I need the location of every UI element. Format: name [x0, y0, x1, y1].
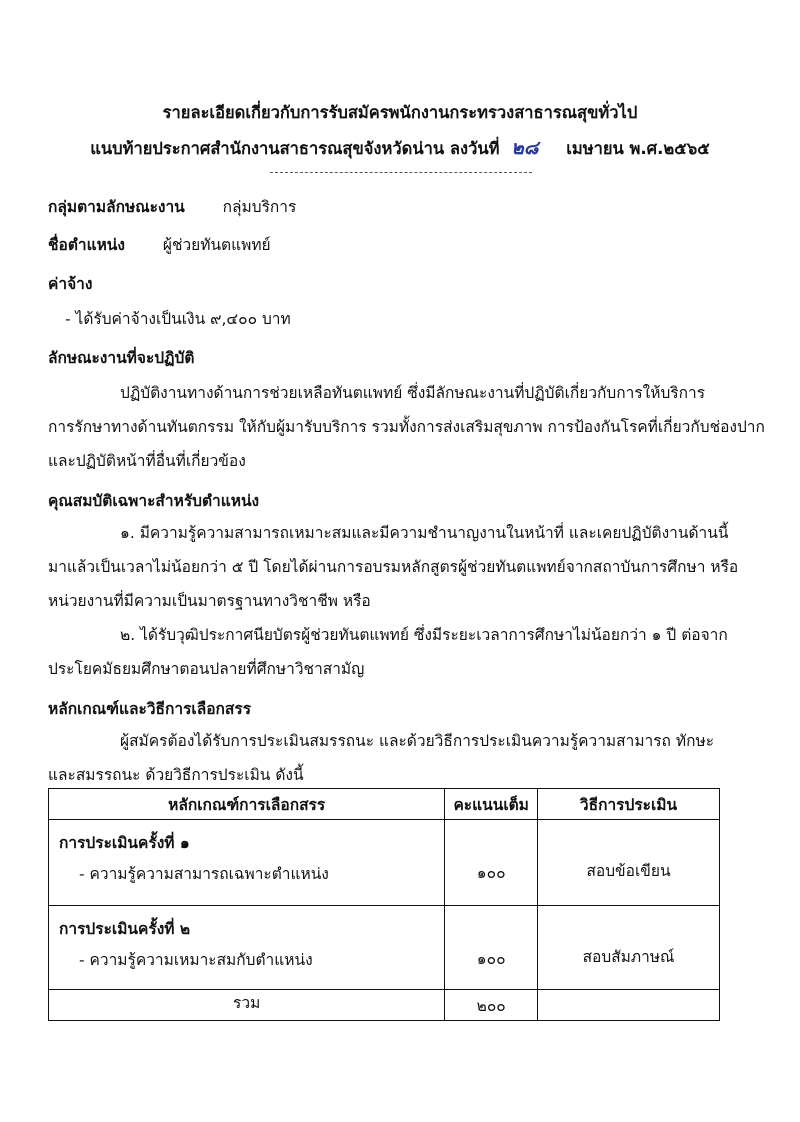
qualifications-line: ๑. มีความรู้ความสามารถเหมาะสมและมีความชำนาญงานในหน้าที่ และเคยปฏิบัติงานด้านนี้ — [120, 524, 729, 542]
selection-line: และสมรรถนะ ด้วยวิธีการประเมิน ดังนี้ — [48, 766, 304, 784]
round-title: การประเมินครั้งที่ ๒ — [59, 920, 191, 938]
round-title: การประเมินครั้งที่ ๑ — [59, 834, 190, 852]
selection-line: ผู้สมัครต้องได้รับการประเมินสมรรถนะ และด้วยวิธีการประเมินความรู้ความสามารถ ทักษะ — [120, 732, 715, 750]
table-total-row — [49, 990, 720, 1021]
job-group-value: กลุ่มบริการ — [222, 198, 297, 216]
subtitle-suffix: เมษายน พ.ศ.๒๕๖๕ — [566, 139, 710, 158]
position-value: ผู้ช่วยทันตแพทย์ — [162, 236, 271, 254]
position-row — [48, 232, 271, 257]
qualifications-line: ๒. ได้รับวุฒิประกาศนียบัตรผู้ช่วยทันตแพทย์ ซึ่งมีระยะเวลาการศึกษาไม่น้อยกว่า ๑ ปี ต่อจาก — [120, 626, 728, 644]
job-group-label: กลุ่มตามลักษณะงาน — [48, 198, 185, 216]
header-method: วิธีการประเมิน — [538, 789, 720, 820]
header-full-score: คะแนนเต็ม — [445, 789, 538, 820]
round-item: - ความรู้ความเหมาะสมกับตำแหน่ง — [79, 951, 313, 969]
duties-line: ปฏิบัติงานทางด้านการช่วยเหลือทันตแพทย์ ซึ่งมีลักษณะงานที่ปฏิบัติเกี่ยวกับการให้บริการ — [120, 384, 706, 402]
wage-title: ค่าจ้าง — [48, 275, 93, 293]
round-method: สอบสัมภาษณ์ — [582, 948, 675, 966]
dashed-divider — [270, 172, 532, 173]
method-cell — [538, 906, 720, 990]
round-score: ๑๐๐ — [476, 864, 506, 882]
score-cell — [445, 820, 538, 906]
total-empty-cell — [538, 990, 720, 1021]
round-item: - ความรู้ความสามารถเฉพาะตำแหน่ง — [79, 865, 329, 883]
subtitle-prefix: แนบท้ายประกาศสำนักงานสาธารณสุขจังหวัดน่าน ลงวันที่ — [90, 139, 500, 158]
table-header-row — [49, 789, 720, 820]
duties-line: การรักษาทางด้านทันตกรรม ให้กับผู้มารับบริการ รวมทั้งการส่งเสริมสุขภาพ การป้องกันโรคที่เกี่ยวกับช่องปาก — [48, 418, 765, 436]
position-label: ชื่อตำแหน่ง — [48, 236, 125, 254]
qualifications-title: คุณสมบัติเฉพาะสำหรับตำแหน่ง — [48, 492, 260, 510]
handwritten-date-day: ๒๘ — [511, 137, 539, 159]
round-method: สอบข้อเขียน — [586, 862, 671, 880]
duties-title: ลักษณะงานที่จะปฏิบัติ — [48, 349, 195, 367]
job-group-row — [48, 194, 296, 219]
wage-detail: - ได้รับค่าจ้างเป็นเงิน ๙,๔๐๐ บาท — [65, 310, 291, 328]
header-criteria: หลักเกณฑ์การเลือกสรร — [49, 789, 445, 820]
total-score: ๒๐๐ — [445, 990, 538, 1021]
qualifications-line: ประโยคมัธยมศึกษาตอนปลายที่ศึกษาวิชาสามัญ — [48, 660, 365, 678]
duties-line: และปฏิบัติหน้าที่อื่นที่เกี่ยวข้อง — [48, 452, 246, 470]
document-subtitle — [0, 133, 800, 163]
round-cell — [49, 906, 445, 990]
round-cell — [49, 820, 445, 906]
method-cell — [538, 820, 720, 906]
criteria-table — [48, 788, 720, 1021]
table-row — [49, 906, 720, 990]
qualifications-line: หน่วยงานที่มีความเป็นมาตรฐานทางวิชาชีพ หรือ — [48, 592, 371, 610]
total-label: รวม — [49, 990, 445, 1021]
round-score: ๑๐๐ — [476, 950, 506, 968]
qualifications-line: มาแล้วเป็นเวลาไม่น้อยกว่า ๕ ปี โดยได้ผ่านการอบรมหลักสูตรผู้ช่วยทันตแพทย์จากสถาบันการศึกษา หรือ — [48, 558, 739, 576]
score-cell — [445, 906, 538, 990]
document-title: รายละเอียดเกี่ยวกับการรับสมัครพนักงานกระทรวงสาธารณสุขทั่วไป — [162, 103, 638, 122]
table-row — [49, 820, 720, 906]
selection-title: หลักเกณฑ์และวิธีการเลือกสรร — [48, 700, 252, 718]
